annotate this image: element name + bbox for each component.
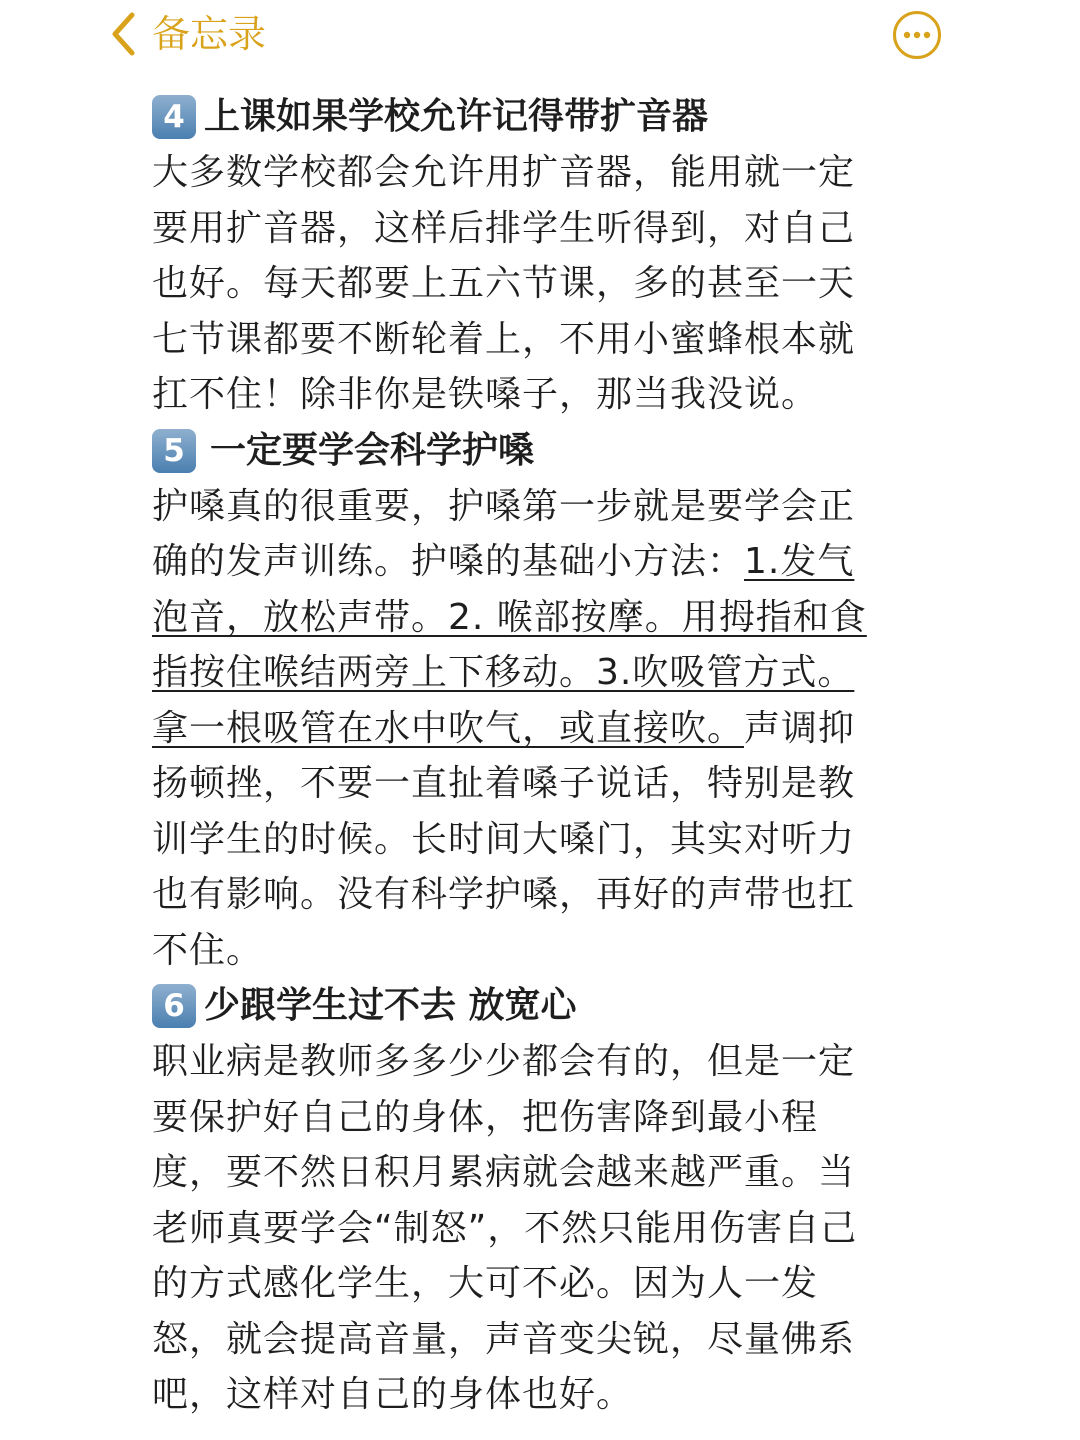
paragraph-line: 扬顿挫，不要一直扯着嗓子说话，特别是教 xyxy=(152,763,856,804)
section-paragraph xyxy=(152,145,907,423)
section-title: 一定要学会科学护嗓 xyxy=(210,429,535,471)
paragraph-line: 训学生的时候。长时间大嗓门，其实对听力 xyxy=(152,818,856,860)
back-button[interactable] xyxy=(108,8,266,60)
paragraph-line: 怒，就会提高音量，声音变尖锐，尽量佛系 xyxy=(152,1318,856,1360)
underlined-text: 泡音，放松声带。2. 喉部按摩。用拇指和食 xyxy=(152,596,867,638)
paragraph-line: 要用扩音器，这样后排学生听得到，对自己 xyxy=(152,207,856,249)
more-options-button[interactable] xyxy=(892,10,942,60)
paragraph-line: 也有影响。没有科学护嗓，再好的声带也扛 xyxy=(152,874,856,915)
paragraph-line: 大多数学校都会允许用扩音器，能用就一定 xyxy=(152,152,856,193)
paragraph-line: 要保护好自己的身体，把伤害降到最小程 xyxy=(152,1096,819,1138)
chevron-left-icon xyxy=(108,11,138,57)
more-circle-icon xyxy=(892,10,942,60)
underlined-text: 1.发气 xyxy=(744,541,855,582)
paragraph-line: 护嗓真的很重要，护嗓第一步就是要学会正 xyxy=(152,485,856,527)
section-title: 上课如果学校允许记得带扩音器 xyxy=(204,96,709,137)
keycap-number-icon: 5 xyxy=(152,429,196,473)
underlined-text: 指按住喉结两旁上下移动。3.吹吸管方式。 xyxy=(152,652,855,693)
paragraph-line: 老师真要学会“制怒”，不然只能用伤害自己 xyxy=(152,1207,858,1249)
section-heading xyxy=(152,89,912,145)
paragraph-line: 不住。 xyxy=(152,929,264,971)
section-heading xyxy=(152,423,912,479)
paragraph-line: 职业病是教师多多少少都会有的，但是一定 xyxy=(152,1041,856,1082)
section-heading xyxy=(152,978,912,1034)
navigation-bar xyxy=(0,0,1080,72)
paragraph-line: 吧，这样对自己的身体也好。 xyxy=(152,1374,634,1415)
paragraph-line: 确的发声训练。护嗓的基础小方法： xyxy=(152,541,745,582)
section-paragraph xyxy=(152,479,907,979)
underlined-text: 拿一根吸管在水中吹气，或直接吹。 xyxy=(152,707,745,749)
back-label: 备忘录 xyxy=(152,12,267,56)
paragraph-line: 也好。每天都要上五六节课，多的甚至一天 xyxy=(152,263,856,304)
paragraph-line: 度，要不然日积月累病就会越来越严重。当 xyxy=(152,1152,856,1193)
paragraph-line: 的方式感化学生，大可不必。因为人一发 xyxy=(152,1263,819,1304)
keycap-number-icon: 4 xyxy=(152,95,196,139)
paragraph-line: 七节课都要不断轮着上，不用小蜜蜂根本就 xyxy=(152,318,856,360)
paragraph-line: 扛不住！除非你是铁嗓子，那当我没说。 xyxy=(152,374,819,415)
keycap-number-icon: 6 xyxy=(152,984,196,1028)
section-paragraph xyxy=(152,1034,907,1423)
note-body[interactable] xyxy=(152,89,912,1423)
paragraph-line: 声调抑 xyxy=(744,707,856,749)
section-title: 少跟学生过不去 放宽心 xyxy=(204,985,577,1026)
